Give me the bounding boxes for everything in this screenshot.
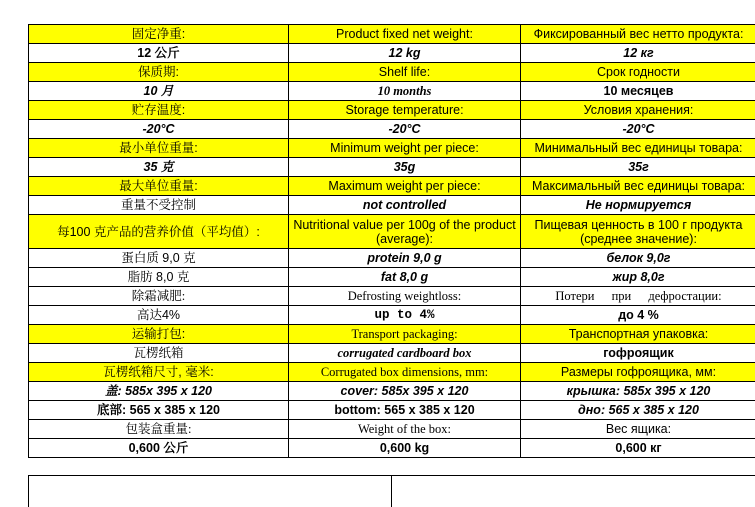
label-ru: Пищевая ценность в 100 г продукта (среднее значение):: [521, 215, 755, 249]
value-ru: 12 кг: [521, 44, 755, 63]
value-en: not controlled: [289, 196, 521, 215]
column-divider: [28, 476, 29, 507]
table-row: [29, 344, 755, 363]
label-zh: 保质期:: [29, 63, 289, 82]
value-zh: 12 公斤: [29, 44, 289, 63]
value-en: -20°C: [289, 120, 521, 139]
label-ru: Транспортная упаковка:: [521, 325, 755, 344]
label-zh: 最小单位重量:: [29, 139, 289, 158]
table-row: [29, 287, 755, 306]
label-zh: 除霜减肥:: [29, 287, 289, 306]
value-ru: 10 месяцев: [521, 82, 755, 101]
table-row: [29, 306, 755, 325]
label-zh: 固定净重:: [29, 25, 289, 44]
table-row: [29, 401, 755, 420]
value-ru: белок 9,0г: [521, 249, 755, 268]
label-ru: Размеры гофроящика, мм:: [521, 363, 755, 382]
value-ru: крышка: 585x 395 x 120: [521, 382, 755, 401]
value-ru: -20°C: [521, 120, 755, 139]
value-ru: жир 8,0г: [521, 268, 755, 287]
value-en: fat 8,0 g: [289, 268, 521, 287]
table-row: [29, 177, 755, 196]
label-ru: Фиксированный вес нетто продукта:: [521, 25, 755, 44]
value-zh: 底部: 565 x 385 x 120: [29, 401, 289, 420]
table-row: [29, 215, 755, 249]
value-ru: дно: 565 x 385 x 120: [521, 401, 755, 420]
label-ru: Условия хранения:: [521, 101, 755, 120]
value-ru: 35г: [521, 158, 755, 177]
value-zh: -20°C: [29, 120, 289, 139]
value-ru: до 4 %: [521, 306, 755, 325]
label-zh: 运输打包:: [29, 325, 289, 344]
table-row: [29, 120, 755, 139]
value-en: 0,600 kg: [289, 439, 521, 458]
value-ru: 0,600 кг: [521, 439, 755, 458]
table-row: [29, 382, 755, 401]
table-row: [29, 44, 755, 63]
label-ru: Вес ящика:: [521, 420, 755, 439]
label-en: Storage temperature:: [289, 101, 521, 120]
table-row: [29, 268, 755, 287]
table-row: [29, 363, 755, 382]
label-en: Transport packaging:: [289, 325, 521, 344]
label-en: Defrosting weightloss:: [289, 287, 521, 306]
table-row: [29, 325, 755, 344]
empty-table-footer: [28, 475, 755, 507]
table-row: [29, 158, 755, 177]
value-ru: Не нормируется: [521, 196, 755, 215]
label-en: Minimum weight per piece:: [289, 139, 521, 158]
value-zh: 脂肪 8,0 克: [29, 268, 289, 287]
label-zh: 贮存温度:: [29, 101, 289, 120]
value-zh: 瓦楞纸箱: [29, 344, 289, 363]
value-en: cover: 585x 395 x 120: [289, 382, 521, 401]
value-zh: 蛋白质 9,0 克: [29, 249, 289, 268]
value-zh: 盖: 585x 395 x 120: [29, 382, 289, 401]
table-row: [29, 82, 755, 101]
value-en: corrugated cardboard box: [289, 344, 521, 363]
label-ru: Максимальный вес единицы товара:: [521, 177, 755, 196]
label-ru: Срок годности: [521, 63, 755, 82]
value-zh: 0,600 公斤: [29, 439, 289, 458]
label-en: Shelf life:: [289, 63, 521, 82]
value-en: 10 months: [289, 82, 521, 101]
label-en: Corrugated box dimensions, mm:: [289, 363, 521, 382]
value-zh: 35 克: [29, 158, 289, 177]
table-row: [29, 101, 755, 120]
column-divider: [391, 476, 392, 507]
label-zh: 每100 克产品的营养价值（平均值）:: [29, 215, 289, 249]
value-zh: 高达4%: [29, 306, 289, 325]
label-en: Product fixed net weight:: [289, 25, 521, 44]
table-row: [29, 420, 755, 439]
value-ru: гофроящик: [521, 344, 755, 363]
label-en: Weight of the box:: [289, 420, 521, 439]
value-en: 12 kg: [289, 44, 521, 63]
value-en: up to 4%: [289, 306, 521, 325]
value-en: protein 9,0 g: [289, 249, 521, 268]
table-row: [29, 196, 755, 215]
label-zh: 包装盒重量:: [29, 420, 289, 439]
table-row: [29, 249, 755, 268]
table-row: [29, 139, 755, 158]
label-zh: 瓦楞纸箱尺寸, 毫米:: [29, 363, 289, 382]
label-ru: Минимальный вес единицы товара:: [521, 139, 755, 158]
value-en: bottom: 565 x 385 x 120: [289, 401, 521, 420]
value-zh: 10 月: [29, 82, 289, 101]
value-en: 35g: [289, 158, 521, 177]
label-en: Maximum weight per piece:: [289, 177, 521, 196]
table-row: [29, 63, 755, 82]
table-row: [29, 439, 755, 458]
label-ru: Потери при дефростации:: [521, 287, 755, 306]
label-en: Nutritional value per 100g of the product (average):: [289, 215, 521, 249]
table-row: [29, 25, 755, 44]
value-zh: 重量不受控制: [29, 196, 289, 215]
label-zh: 最大单位重量:: [29, 177, 289, 196]
product-spec-table: [28, 24, 755, 458]
